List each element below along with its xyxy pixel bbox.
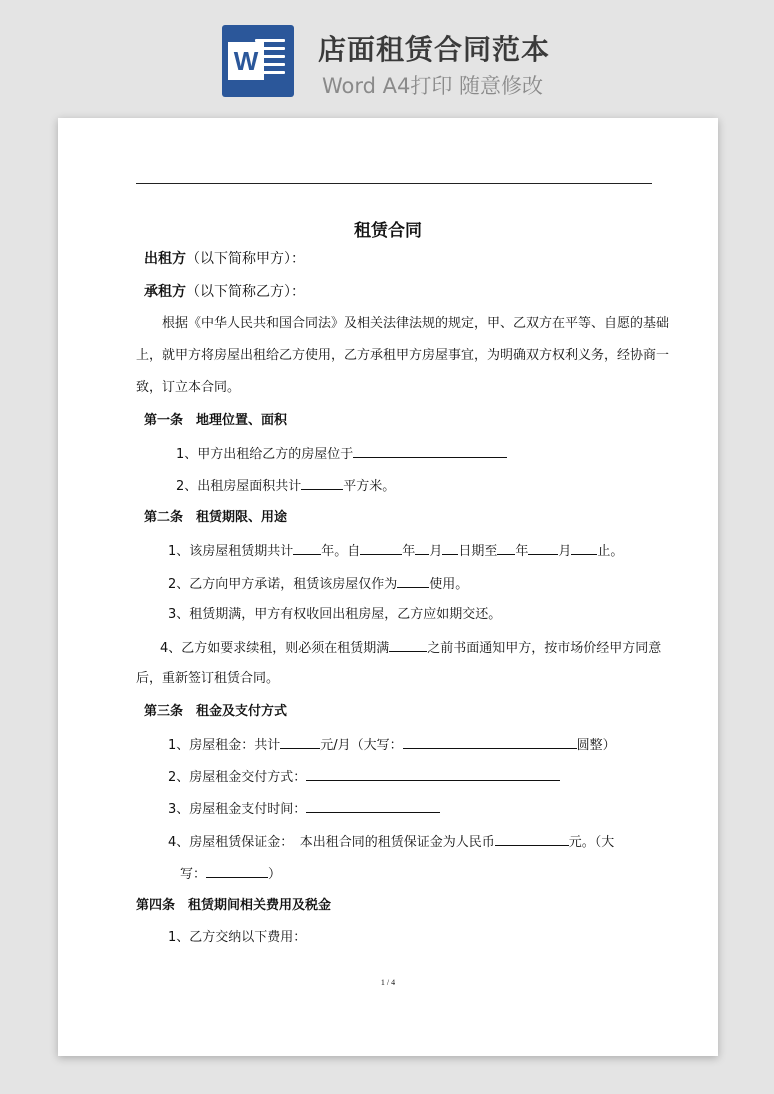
location-blank[interactable]: [353, 444, 507, 458]
clause-2-item-2: 2、乙方向甲方承诺，租赁该房屋仅作为 使用。: [168, 574, 468, 594]
lessor-line: 出租方（以下简称甲方）：: [144, 251, 305, 267]
clause-3-item-1: 1、房屋租金：共计 元/月（大写： 圆整）: [168, 735, 616, 755]
intro-line-1: 根据《中华人民共和国合同法》及相关法律法规的规定，甲、乙双方在平等、自愿的基础: [162, 316, 670, 331]
clause-1-item-2: 2、出租房屋面积共计 平方米。: [176, 476, 395, 496]
clause-4-heading: 第四条 租赁期间相关费用及税金: [136, 898, 332, 913]
lessee-line: 承租方（以下简称乙方）：: [144, 284, 305, 300]
clause-1-item-1: 1、甲方出租给乙方的房屋位于: [176, 444, 507, 464]
rent-amount-blank[interactable]: [280, 735, 320, 749]
clause-2-item-4: 4、乙方如要求续租，则必须在租赁期满 之前书面通知甲方，按市场价经甲方同意: [160, 638, 661, 658]
header-rule: [136, 183, 652, 184]
start-year-blank[interactable]: [360, 541, 402, 555]
clause-3-item-4: 4、房屋租赁保证金： 本出租合同的租赁保证金为人民币 元。（大: [168, 832, 614, 852]
deposit-uppercase-blank[interactable]: [206, 864, 268, 878]
end-month-blank[interactable]: [528, 541, 558, 555]
end-year-blank[interactable]: [497, 541, 515, 555]
clause-2-item-3: 3、租赁期满，甲方有权收回出租房屋，乙方应如期交还。: [168, 607, 502, 622]
intro-line-3: 致，订立本合同。: [136, 380, 241, 395]
document-title: 租赁合同: [354, 221, 422, 241]
clause-2-item-1: 1、该房屋租赁期共计 年。自 年 月 日期至 年 月 止。: [168, 541, 623, 561]
document-page: [58, 118, 718, 1056]
start-month-blank[interactable]: [415, 541, 429, 555]
lessee-label: 承租方: [144, 284, 186, 300]
start-day-blank[interactable]: [442, 541, 458, 555]
banner-title: 店面租赁合同范本: [318, 33, 551, 66]
end-day-blank[interactable]: [571, 541, 597, 555]
clause-3-item-4-cont: 写： ）: [180, 864, 281, 884]
lessor-label: 出租方: [144, 251, 186, 267]
renewal-notice-blank[interactable]: [389, 638, 427, 652]
banner-subtitle: Word A4打印 随意修改: [322, 74, 544, 98]
clause-1-heading: 第一条 地理位置、面积: [144, 413, 288, 428]
clause-3-item-2: 2、房屋租金交付方式：: [168, 767, 560, 787]
area-blank[interactable]: [301, 476, 343, 490]
term-years-blank[interactable]: [293, 541, 321, 555]
clause-2-heading: 第二条 租赁期限、用途: [144, 510, 288, 525]
clause-3-heading: 第三条 租金及支付方式: [144, 704, 288, 719]
banner: [0, 0, 774, 112]
intro-line-2: 上，就甲方将房屋出租给乙方使用，乙方承租甲方房屋事宜，为明确双方权利义务，经协商一: [136, 348, 670, 363]
clause-3-item-3: 3、房屋租金支付时间：: [168, 799, 440, 819]
rent-uppercase-blank[interactable]: [403, 735, 577, 749]
clause-2-item-4-cont: 后，重新签订租赁合同。: [136, 671, 280, 686]
page-number: 1 / 4: [380, 978, 396, 987]
word-logo-icon: W: [222, 25, 294, 97]
clause-4-item-1: 1、乙方交纳以下费用：: [168, 930, 307, 945]
deposit-amount-blank[interactable]: [495, 832, 569, 846]
payment-method-blank[interactable]: [306, 767, 560, 781]
payment-time-blank[interactable]: [306, 799, 440, 813]
usage-blank[interactable]: [397, 574, 429, 588]
